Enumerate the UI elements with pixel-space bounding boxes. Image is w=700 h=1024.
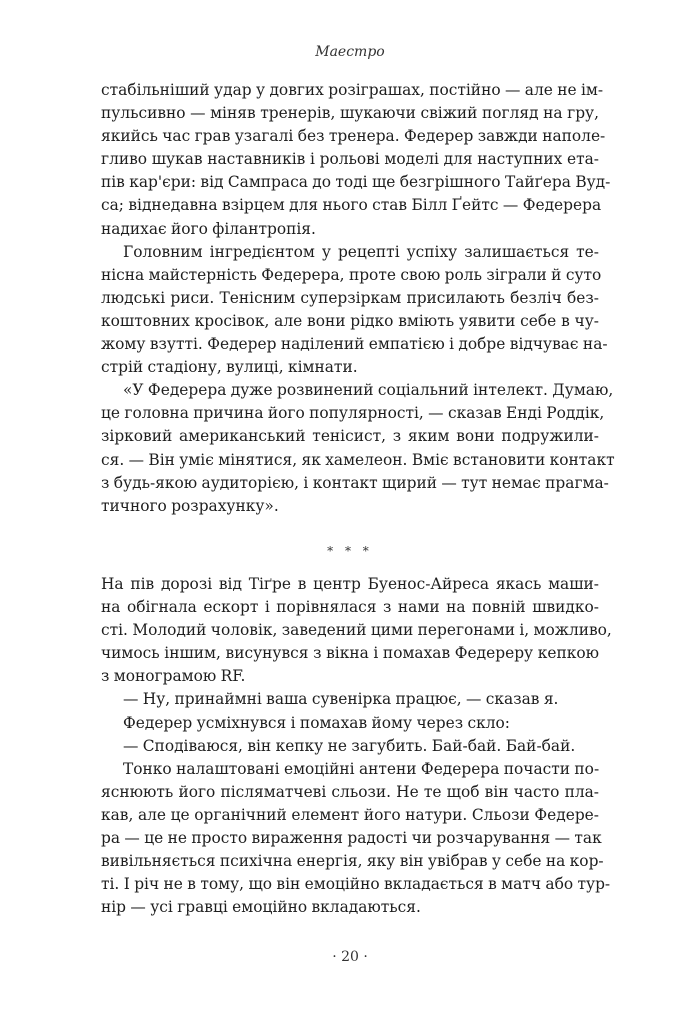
text-line: сті. Молодий чоловік, заведений цими перегонами і, можливо, [101, 621, 612, 640]
body-text [101, 79, 615, 518]
text-line: з монограмою RF. [101, 667, 246, 686]
text-line: ра — це не просто вираження радості чи розчарування — так [101, 829, 602, 848]
body-text-2 [101, 573, 612, 919]
text-line: нісна майстерність Федерера, проте свою роль зіграли й суто [101, 265, 602, 284]
text-line: гливо шукав наставників і рольові моделі для наступних ета- [101, 150, 599, 169]
text-line: ті. І річ не в тому, що він емоційно вкладається в матч або тур- [101, 875, 611, 894]
text-line: стабільніший удар у довгих розіграшах, постійно — але не ім- [101, 81, 604, 99]
text-line: «У Федерера дуже розвинений соціальний інтелект. Думаю, [123, 381, 614, 400]
text-line: зірковий американський тенісист, з яким вони подружили- [101, 427, 599, 446]
text-line: тичного розрахунку». [101, 496, 279, 515]
text-line: коштовних кросівок, але вони рідко вміють уявити себе в чу- [101, 311, 599, 330]
text-line: це головна причина його популярності, — сказав Енді Роддік, [101, 404, 605, 423]
text-line: пульсивно — міняв тренерів, шукаючи свіжий погляд на гру, [101, 104, 599, 123]
text-line: — Сподіваюся, він кепку не загубить. Бай-бай. Бай-бай. [123, 736, 576, 755]
text-line: Головним інгредієнтом у рецепті успіху залишається те- [123, 242, 599, 261]
page-number: · 20 · [332, 949, 368, 965]
text-line: яснюють його післяматчеві сльози. Не те щоб він часто пла- [101, 782, 599, 801]
text-line: чимось іншим, висунувся з вікна і помахав Федереру кепкою [101, 644, 599, 663]
section-break: * * * [327, 544, 373, 558]
text-line: вивільняється психічна енергія, яку він увібрав у себе на кор- [101, 852, 604, 871]
text-line: — Ну, принаймні ваша сувенірка працює, — сказав я. [123, 690, 559, 709]
text-line: ся. — Він уміє мінятися, як хамелеон. Вміє встановити контакт [101, 450, 615, 469]
text-line: з будь-якою аудиторією, і контакт щирий — тут немає прагма- [101, 473, 609, 492]
text-line: жому взутті. Федерер наділений емпатією і добре відчуває на- [101, 335, 608, 354]
text-line: Тонко налаштовані емоційні антени Федерера почасти по- [123, 759, 600, 778]
text-line: На пів дорозі від Тіґре в центр Буенос-Айреса якась маши- [101, 575, 599, 593]
text-line: нір — усі гравці емоційно вкладаються. [101, 898, 421, 917]
text-line: пів кар'єри: від Сампраса до тоді ще безгрішного Тайґера Вуд- [101, 173, 611, 192]
text-line: са; віднедавна взірцем для нього став Білл Ґейтс — Федерера [101, 196, 602, 215]
text-block-1 [101, 79, 615, 518]
text-line: якийсь час грав узагалі без тренера. Федерер завжди наполе- [101, 127, 606, 146]
text-line: надихає його філантропія. [101, 219, 316, 238]
text-line: кав, але це органічний елемент його натури. Сльози Федере- [101, 805, 599, 824]
text-line: стрій стадіону, вулиці, кімнати. [101, 358, 358, 377]
text-line: Федерер усміхнувся і помахав йому через скло: [123, 713, 510, 732]
text-line: людські риси. Тенісним суперзіркам присилають безліч без- [101, 288, 599, 307]
running-head: Маестро [315, 44, 385, 60]
text-block-2 [101, 573, 612, 919]
text-line: на обігнала ескорт і порівнялася з нами на повній швидко- [101, 598, 599, 617]
